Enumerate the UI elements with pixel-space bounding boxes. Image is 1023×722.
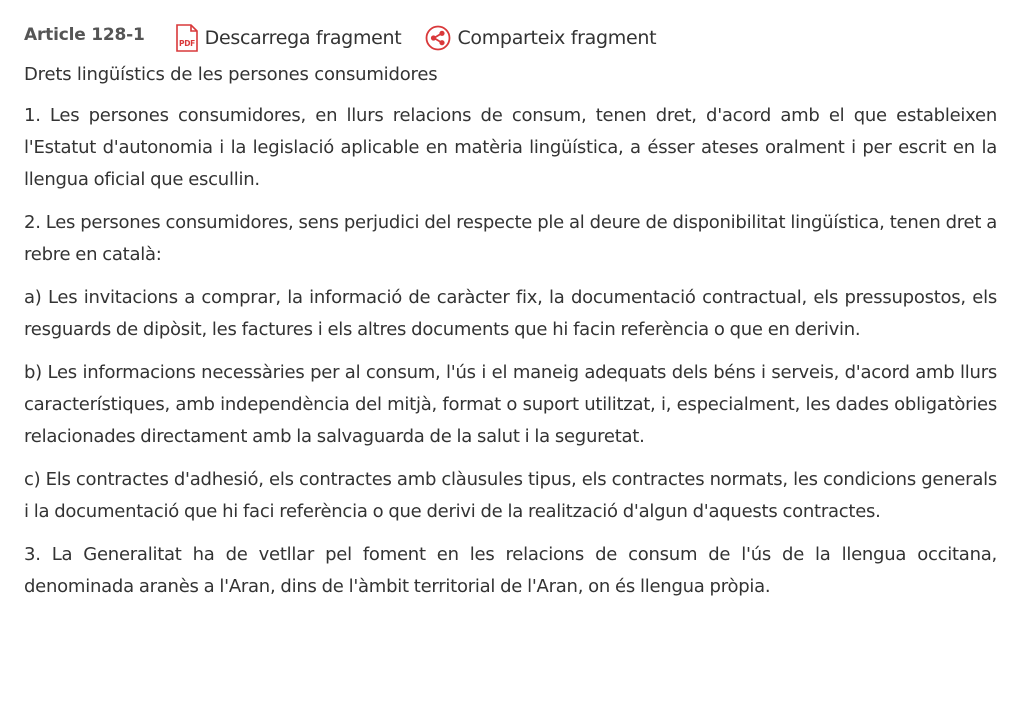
article-subtitle: Drets lingüístics de les persones consumidores: [24, 64, 438, 85]
pdf-icon-label: PDF: [178, 39, 195, 48]
paragraph-2b: b) Les informacions necessàries per al consum, l'ús i el maneig adequats dels béns i serveis, d'acord amb llurs característiques, amb independència del mitjà, format o suport utilitzat, i, especialment, les dades obligatòries relacionades directament amb la salvaguarda de la salut i la seguretat.: [24, 362, 997, 447]
share-fragment-label: Comparteix fragment: [457, 27, 657, 49]
paragraph-2: 2. Les persones consumidores, sens perjudici del respecte ple al deure de disponibilitat lingüística, tenen dret a rebre en català:: [24, 212, 997, 265]
pdf-icon: [175, 24, 199, 52]
article-title: Article 128-1: [24, 25, 145, 45]
paragraph-1: 1. Les persones consumidores, en llurs relacions de consum, tenen dret, d'acord amb el que estableixen l'Estatut d'autonomia i la legislació aplicable en matèria lingüística, a ésser ateses oralment i per escrit en la llengua oficial que escullin.: [24, 105, 997, 190]
paragraph-3: 3. La Generalitat ha de vetllar pel foment en les relacions de consum de l'ús de la llengua occitana, denominada aranès a l'Aran, dins de l'àmbit territorial de l'Aran, on és llengua pròpia.: [24, 544, 997, 597]
download-fragment-link[interactable]: [175, 24, 402, 52]
article-body: [24, 100, 997, 603]
paragraph-2c: c) Els contractes d'adhesió, els contractes amb clàusules tipus, els contractes normats, les condicions generals i la documentació que hi faci referència o que derivi de la realització d'algun d'aquests contractes.: [24, 469, 997, 522]
paragraph-2a: a) Les invitacions a comprar, la informació de caràcter fix, la documentació contractual, els pressupostos, els resguards de dipòsit, les factures i els altres documents que hi facin referència o que en derivin.: [24, 287, 997, 340]
article-header: [24, 20, 997, 56]
share-fragment-link[interactable]: [425, 25, 656, 51]
share-icon: [425, 25, 451, 51]
download-fragment-label: Descarrega fragment: [204, 27, 402, 49]
